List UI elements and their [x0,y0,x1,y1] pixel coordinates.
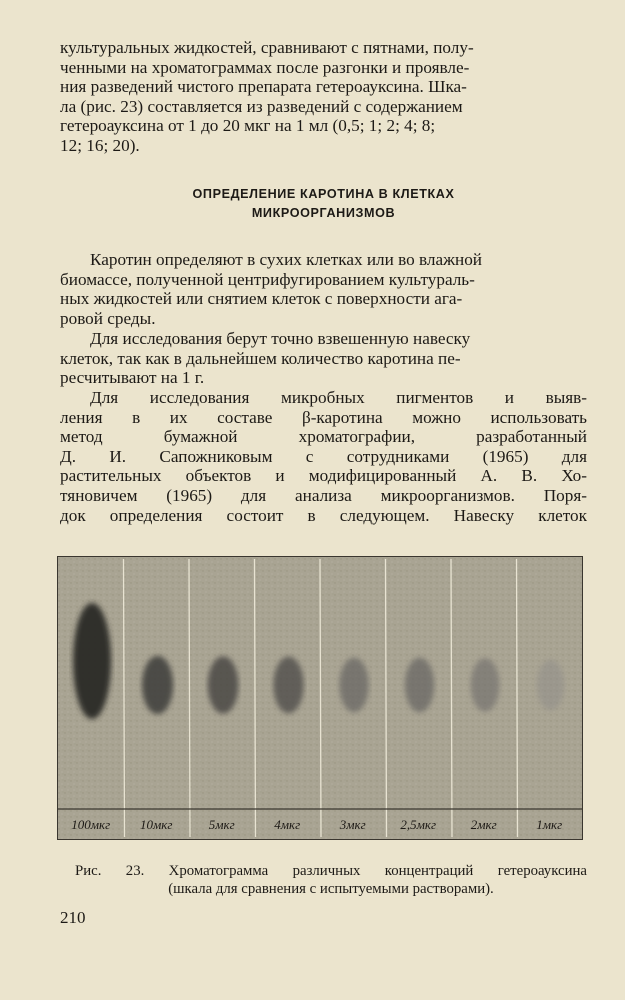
text-line: Д. И. Сапожниковым с сотрудниками (1965) для [60,446,587,466]
text-line: Каротин определяют в сухих клетках или во влажной [90,250,482,269]
intro-line: ния разведений чистого препарата гетероауксина. Шка- [60,77,467,97]
text-line: тяновичем (1965) для анализа микроорганизмов. Поря- [60,485,587,505]
intro-line: гетероауксина от 1 до 20 мкг на 1 мл (0,5; 1; 2; 4; 8; [60,116,436,136]
text-line: клеток, так как в дальнейшем количество каротина пе- [60,348,461,368]
chromatogram-spot [273,657,303,714]
caption-line-2: (шкала для сравнения с испытуемыми растворами). [168,881,494,897]
intro-line: 12; 16; 20). [60,135,140,155]
text-line: Для исследования микробных пигментов и выяв- [90,388,587,407]
heading-line: МИКРООРГАНИЗМОВ [251,206,396,220]
text-line: ных жидкостей или снятием клеток с поверхности ага- [60,289,463,309]
paragraph-chromatography-method [60,388,587,525]
heading-line: ОПРЕДЕЛЕНИЕ КАРОТИНА В КЛЕТКАХ [192,187,455,201]
chromatogram-spot [471,658,500,711]
text-line: растительных объектов и модифицированный А. В. Хо- [60,466,587,486]
section-heading [60,185,587,223]
lane-label: 100мкг [71,817,111,832]
text-line: ресчитывают на 1 г. [60,368,205,388]
lane-label: 2мкг [470,817,497,832]
figure-caption [75,862,587,898]
intro-line: ченными на хроматограммах после разгонки и проявле- [60,57,470,77]
lane-label: 3мкг [339,817,366,832]
text-line: биомассе, полученной центрифугированием культураль- [60,269,475,289]
intro-paragraph [60,38,587,156]
text-line: ровой среды. [60,308,156,328]
lane-label: 10мкг [140,817,173,832]
paragraph-carotene-intro [60,250,587,328]
text-line: Для исследования берут точно взвешенную навеску [90,329,471,348]
chromatogram-figure [57,556,583,840]
paragraph-sample-weight [60,329,587,388]
text-line: метод бумажной хроматографии, разработанный [60,427,587,447]
page-number: 210 [60,908,86,927]
intro-line: культуральных жидкостей, сравнивают с пятнами, полу- [60,38,474,57]
chromatogram-spot [339,658,368,713]
chromatogram-spot [142,656,173,714]
lane-label: 4мкг [274,817,301,832]
caption-line-1: Рис. 23. Хроматограмма различных концентраций гетероауксина [75,863,587,879]
chromatogram-spot [537,660,564,710]
chromatogram-spot [208,656,239,713]
chromatogram-spot [405,658,434,713]
intro-line: ла (рис. 23) составляется из разведений с содержанием [60,96,463,116]
text-line: док определения состоит в следующем. Навеску клеток [60,505,587,525]
lane-label: 5мкг [208,817,235,832]
lane-label: 2,5мкг [400,817,437,832]
chromatogram-image [58,557,582,839]
text-line: ления в их составе β-каротина можно использовать [60,407,587,427]
lane-label: 1мкг [536,817,563,832]
chromatogram-spot [73,603,111,719]
